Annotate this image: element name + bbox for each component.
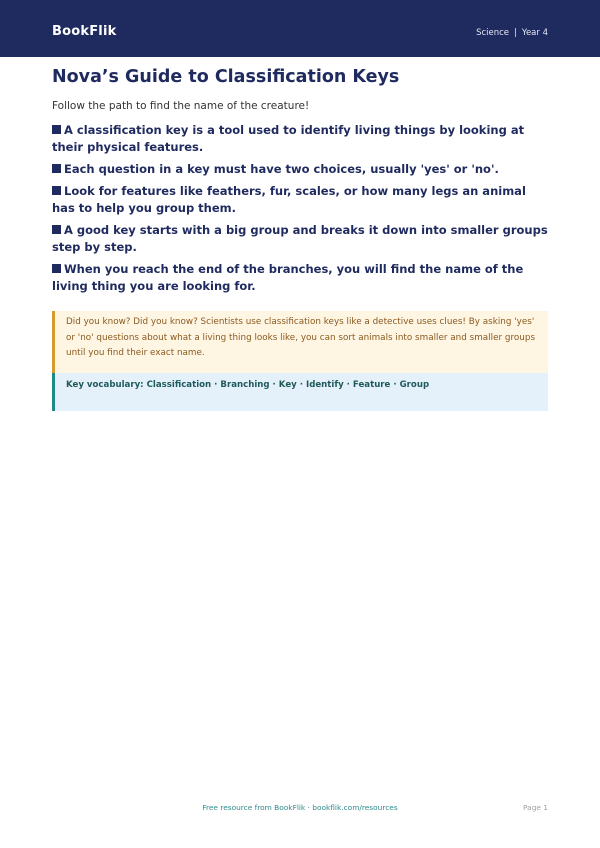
bullet-square-icon <box>52 225 61 234</box>
key-vocabulary-box <box>52 373 548 411</box>
callout-text: Did you know? Did you know? Scientists use classification keys like a detective uses clues! By asking 'yes' or 'no' questions about what a living thing looks like, you can sort animals into smaller and smaller groups until you find their exact name. <box>66 317 536 358</box>
subject-year <box>476 27 548 39</box>
bullet-text: Each question in a key must have two choices, usually 'yes' or 'no'. <box>64 162 499 176</box>
bullet-text: A classification key is a tool used to identify living things by looking at their physical features. <box>52 123 525 154</box>
bullet-text: Look for features like feathers, fur, scales, or how many legs an animal has to help you group them. <box>52 184 526 215</box>
bullet-square-icon <box>52 186 61 195</box>
footer-link[interactable]: Free resource from BookFlik · bookflik.com/resources <box>202 803 398 812</box>
page-footer <box>0 802 600 814</box>
vocab-text: Key vocabulary: Classification · Branching · Key · Identify · Feature · Group <box>66 380 430 390</box>
year-label: Year 4 <box>521 28 548 38</box>
subject-label: Science <box>476 28 510 38</box>
brand-logo[interactable]: BookFlik <box>52 24 117 39</box>
bullet-text: When you reach the end of the branches, you will find the name of the living thing you are looking for. <box>52 262 524 293</box>
bullet-text: A good key starts with a big group and breaks it down into smaller groups step by step. <box>52 223 548 254</box>
bullet-item <box>52 261 548 295</box>
did-you-know-callout <box>52 311 548 373</box>
intro-text: Follow the path to find the name of the creature! <box>52 100 310 112</box>
bullet-square-icon <box>52 264 61 273</box>
bullet-square-icon <box>52 125 61 134</box>
bullet-item <box>52 222 548 256</box>
bullet-list <box>52 122 548 300</box>
page-title: Nova’s Guide to Classification Keys <box>52 67 400 87</box>
bullet-item <box>52 183 548 217</box>
page-number: Page 1 <box>523 803 548 812</box>
bullet-square-icon <box>52 164 61 173</box>
bullet-item <box>52 161 548 178</box>
bullet-item <box>52 122 548 156</box>
meta-separator: | <box>514 28 517 38</box>
header-bar <box>0 0 600 57</box>
